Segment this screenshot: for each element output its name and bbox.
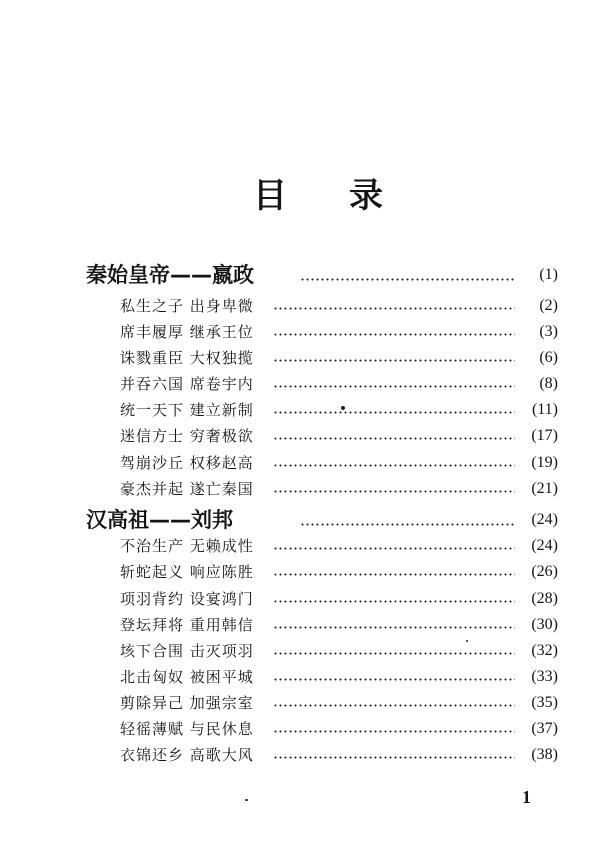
toc-entry-label: 席丰履厚 继承王位	[120, 323, 254, 341]
toc-entry-page: (35)	[531, 694, 558, 711]
toc-entry	[0, 476, 600, 502]
toc-entry	[0, 742, 600, 768]
toc-entry	[0, 345, 600, 371]
toc-entry	[0, 397, 600, 423]
toc-chapter	[0, 262, 600, 288]
print-speck	[466, 640, 468, 642]
dot-leader	[273, 411, 515, 414]
toc-entry-label: 衣锦还乡 高歌大风	[120, 746, 254, 764]
toc-entry-page: (28)	[531, 590, 558, 607]
dot-leader	[273, 385, 515, 388]
toc-entry	[0, 450, 600, 476]
dot-leader	[273, 652, 515, 655]
toc-entry	[0, 533, 600, 559]
toc-entry-page: (26)	[531, 563, 558, 580]
dot-leader	[300, 278, 515, 281]
dot-leader	[300, 523, 515, 526]
toc-chapter	[0, 507, 600, 533]
toc-entry-page: (8)	[539, 375, 558, 392]
dot-leader	[273, 464, 515, 467]
toc-entry-page: (6)	[539, 349, 558, 366]
toc-entry-label: 秦始皇帝——嬴政	[86, 263, 254, 287]
toc-entry-page: (11)	[531, 401, 558, 418]
toc-entry-label: 北击匈奴 被困平城	[120, 668, 254, 686]
toc-entry-label: 垓下合围 击灭项羽	[120, 642, 254, 660]
toc-entry-label: 驾崩沙丘 权移赵高	[120, 454, 254, 472]
toc-entry-page: (1)	[539, 266, 558, 283]
toc-entry-label: 登坛拜将 重用韩信	[120, 616, 254, 634]
dot-leader	[273, 359, 515, 362]
toc-entry	[0, 423, 600, 449]
toc-entry-label: 剪除异己 加强宗室	[120, 694, 254, 712]
toc-entry	[0, 559, 600, 585]
toc-title: 目录	[253, 176, 445, 216]
toc-entry	[0, 371, 600, 397]
toc-entry	[0, 586, 600, 612]
toc-entry-label: 并吞六国 席卷宇内	[120, 375, 254, 393]
toc-entry-page: (24)	[531, 511, 558, 528]
print-speck	[245, 799, 248, 801]
dot-leader	[273, 756, 515, 759]
dot-leader	[273, 600, 515, 603]
dot-leader	[273, 547, 515, 550]
toc-entry-label: 豪杰并起 遂亡秦国	[120, 480, 254, 498]
toc-entry-label: 诛戮重臣 大权独揽	[120, 349, 254, 367]
toc-entry-label: 汉高祖——刘邦	[86, 508, 233, 532]
dot-leader	[273, 704, 515, 707]
dot-leader	[273, 490, 515, 493]
dot-leader	[273, 626, 515, 629]
toc-entry-label: 迷信方士 穷奢极欲	[120, 427, 254, 445]
toc-entry-label: 统一天下 建立新制	[120, 401, 254, 419]
toc-entry	[0, 638, 600, 664]
toc-entry	[0, 690, 600, 716]
dot-leader	[273, 678, 515, 681]
toc-entry-label: 斩蛇起义 响应陈胜	[120, 563, 254, 581]
toc-entry	[0, 716, 600, 742]
toc-entry-label: 私生之子 出身卑微	[120, 297, 254, 315]
toc-entry-page: (33)	[531, 668, 558, 685]
toc-entry	[0, 612, 600, 638]
page-number: 1	[522, 787, 531, 807]
toc-entry-page: (3)	[539, 323, 558, 340]
toc-entry-page: (38)	[531, 746, 558, 763]
toc-entry-page: (30)	[531, 616, 558, 633]
toc-entry-page: (17)	[531, 427, 558, 444]
dot-leader	[273, 307, 515, 310]
toc-entry	[0, 664, 600, 690]
toc-entry	[0, 293, 600, 319]
toc-entry-page: (32)	[531, 642, 558, 659]
dot-leader	[273, 333, 515, 336]
toc-entry-label: 轻徭薄赋 与民休息	[120, 720, 254, 738]
dot-leader	[273, 437, 515, 440]
print-speck	[341, 406, 345, 410]
dot-leader	[273, 573, 515, 576]
toc-entry	[0, 319, 600, 345]
toc-entry-page: (21)	[531, 480, 558, 497]
toc-entry-label: 项羽背约 设宴鸿门	[120, 590, 254, 608]
toc-entry-label: 不治生产 无赖成性	[120, 537, 254, 555]
toc-entry-page: (19)	[531, 454, 558, 471]
dot-leader	[273, 730, 515, 733]
toc-entry-page: (2)	[539, 297, 558, 314]
toc-entry-page: (24)	[531, 537, 558, 554]
toc-entry-page: (37)	[531, 720, 558, 737]
